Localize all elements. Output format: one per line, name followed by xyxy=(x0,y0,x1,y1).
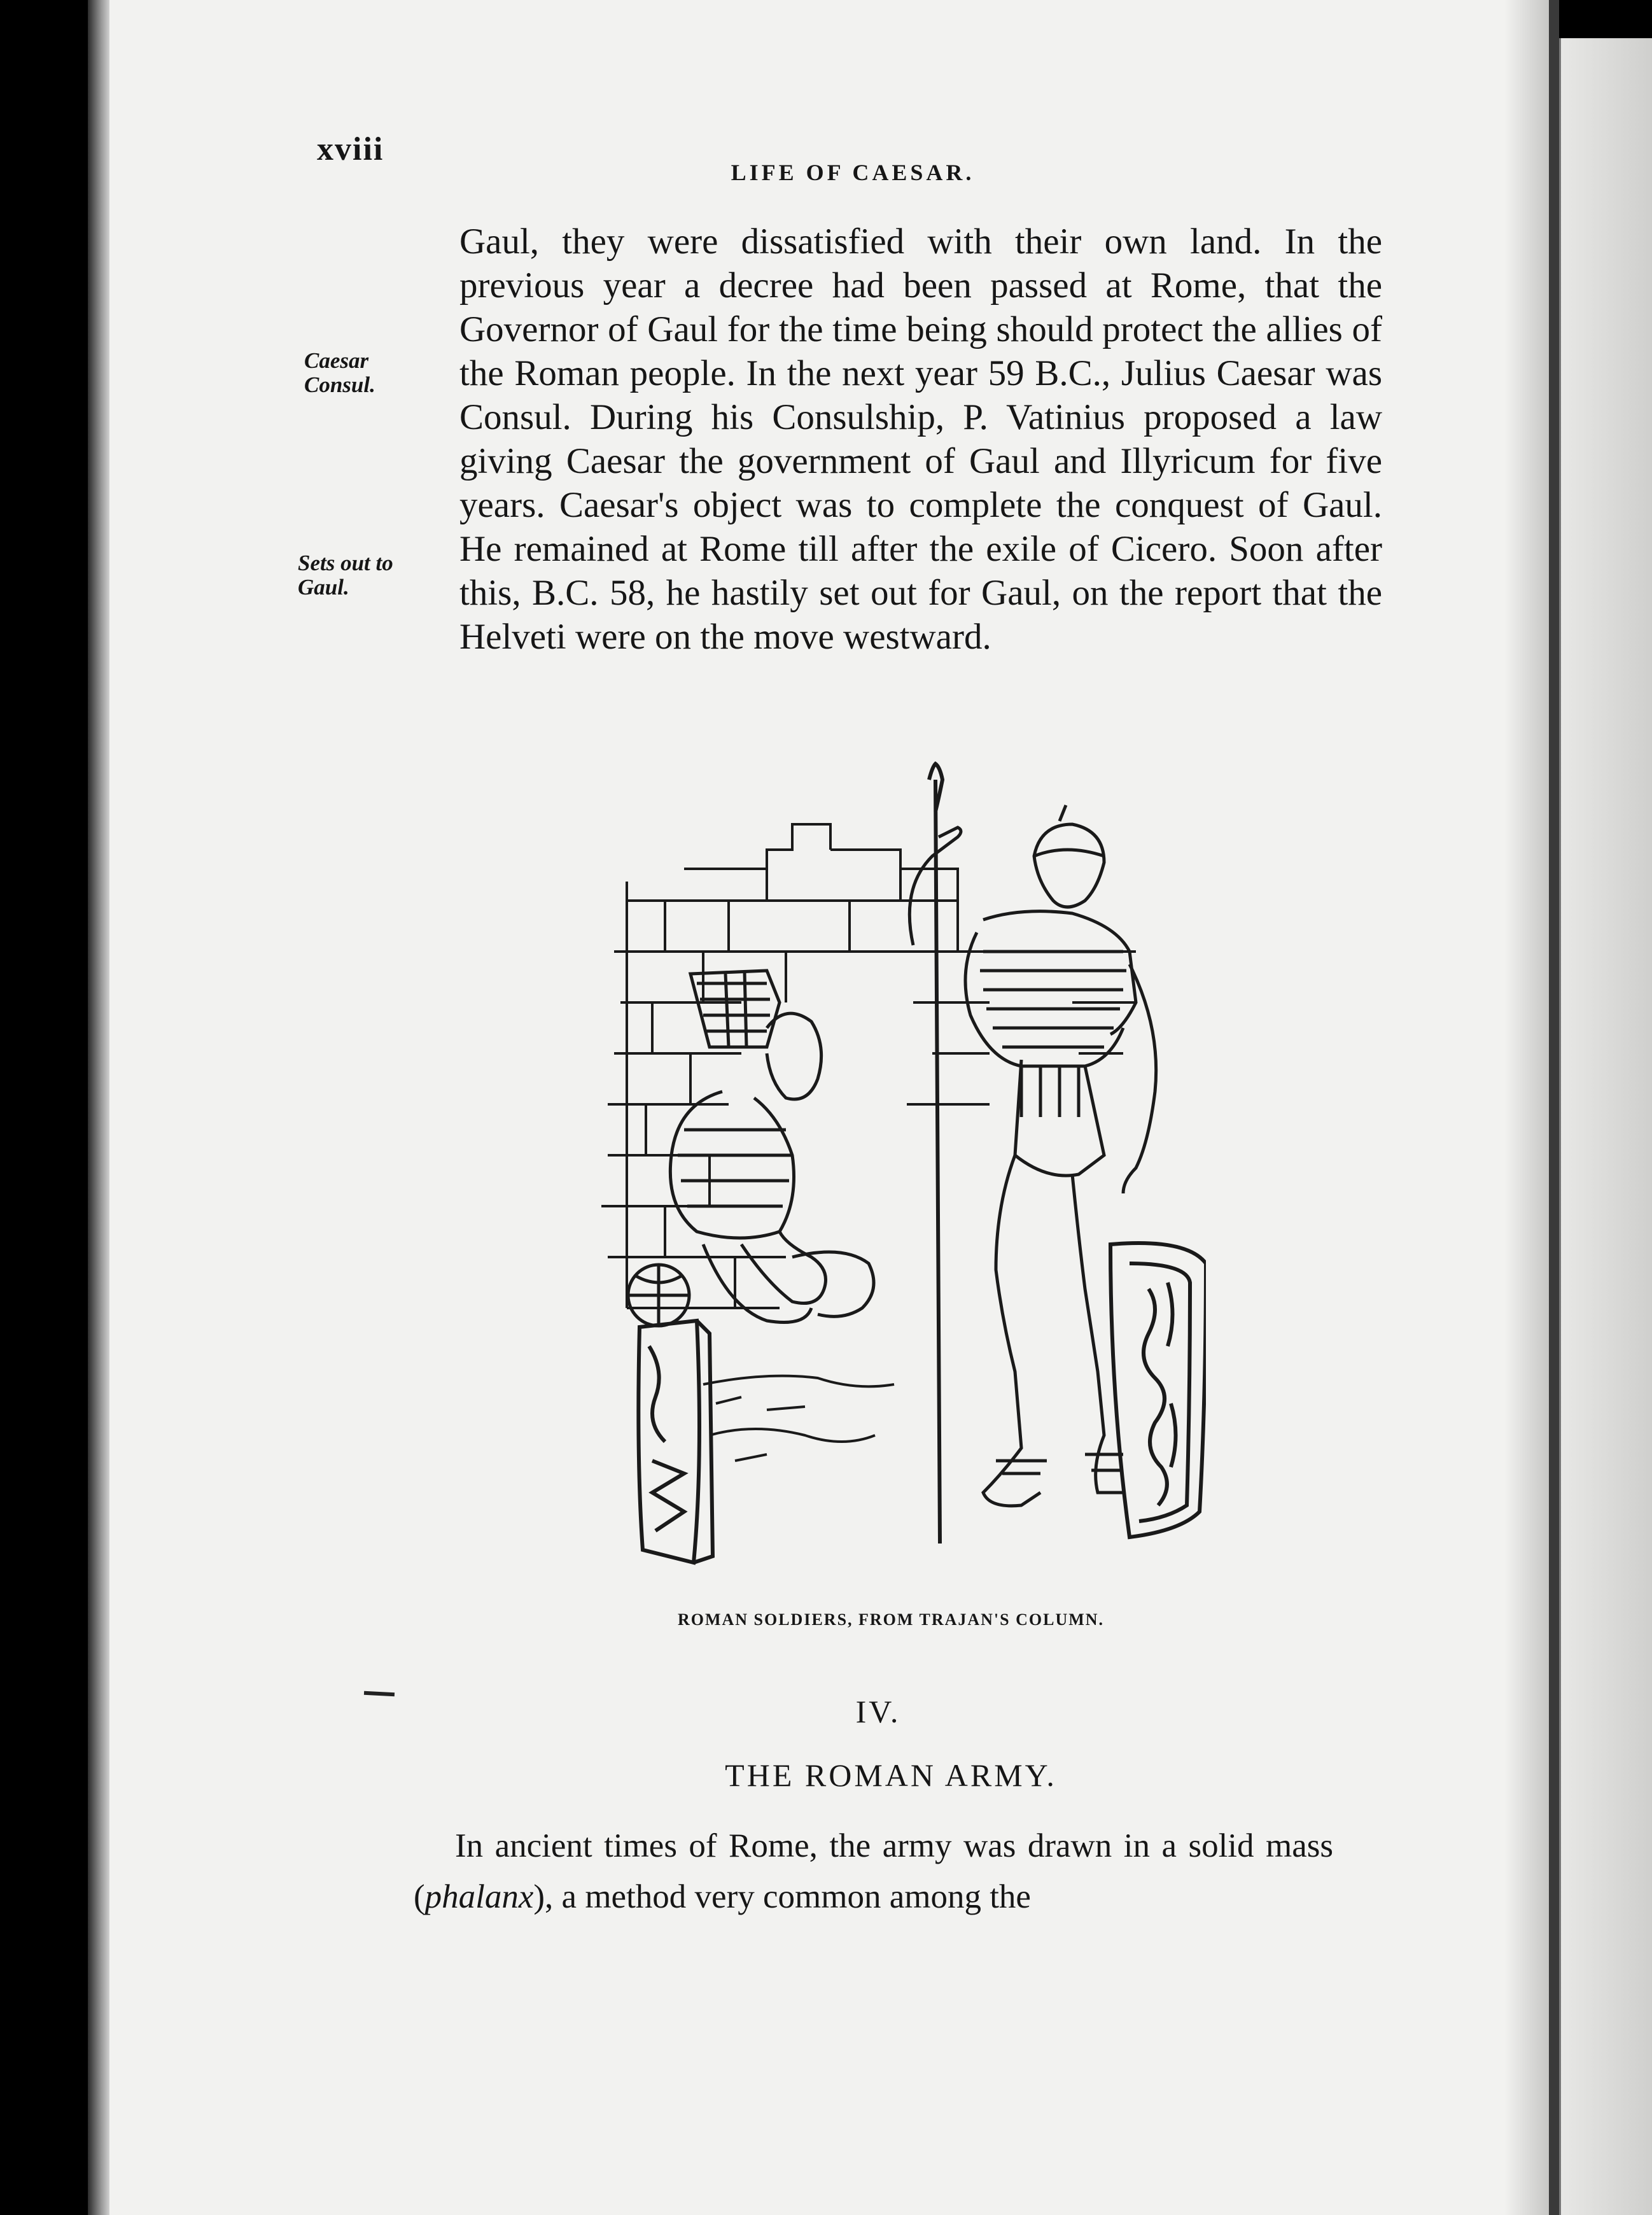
sidenote-caesar-consul xyxy=(304,349,375,397)
sidenote-line: Caesar xyxy=(304,348,369,373)
sidenote-line: Gaul. xyxy=(298,575,349,600)
section-paragraph xyxy=(414,1820,1333,1922)
body-paragraph xyxy=(459,220,1382,659)
helmet xyxy=(628,1265,689,1326)
sidenote-sets-out xyxy=(298,551,393,600)
paragraph-text: Gaul, they were dissatisfied with their own land. In the previous year a decree had been passed at Rome, that the Governor of Gaul for the time being should protect the allies of the Roman people. In the next year 59 B.C., Julius Caesar was Consul. During his Consulship, P. Vatinius proposed a law giving Caesar the government of Gaul and Illyricum for five years. Caesar's object was to complete the conquest of Gaul. He remained at Rome till after the exile of Cicero. Soon after this, B.C. 58, he hastily set out for Gaul, on the report that the Helveti were on the move westward. xyxy=(459,222,1382,657)
running-head: LIFE OF CAESAR. xyxy=(731,160,975,185)
section-text-italic: phalanx xyxy=(424,1878,534,1915)
section-text-after: ), a method very common among the xyxy=(533,1878,1031,1915)
book-gutter xyxy=(1549,0,1559,2215)
sidenote-line: Consul. xyxy=(304,372,375,397)
spear xyxy=(929,764,942,1543)
figure-caption: ROMAN SOLDIERS, FROM TRAJAN'S COLUMN. xyxy=(677,1610,1105,1629)
right-shield xyxy=(1110,1243,1206,1537)
book-left-edge xyxy=(88,0,111,2215)
sidenote-line: Sets out to xyxy=(298,551,393,575)
left-shield xyxy=(638,1321,713,1563)
facing-page-edge xyxy=(1559,38,1652,2215)
kneeling-soldier xyxy=(670,971,874,1323)
section-paragraph-text xyxy=(414,1820,1333,1922)
section-title: THE ROMAN ARMY. xyxy=(725,1757,1057,1793)
ground xyxy=(703,1376,894,1461)
section-text-before: In ancient times of Rome, the army was drawn in a solid mass ( xyxy=(414,1827,1333,1915)
engraving-drawing xyxy=(576,761,1206,1582)
roman-soldiers-illustration xyxy=(576,761,1206,1582)
section-number: IV. xyxy=(855,1694,901,1729)
standing-soldier xyxy=(909,805,1156,1506)
page-number: xviii xyxy=(317,131,384,167)
